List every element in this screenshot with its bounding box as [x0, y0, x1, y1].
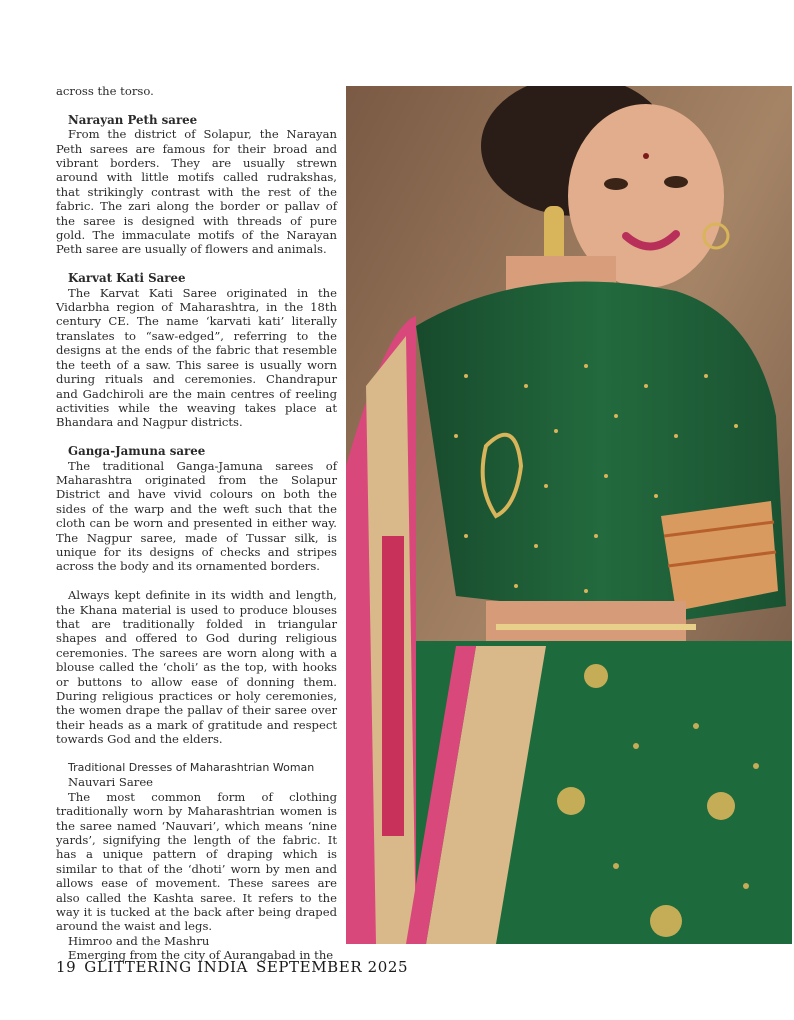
narayan-body: From the district of Solapur, the Narayan Peth sarees are famous for their broad and vibrant borders. They are usually strewn around with little motifs called rudrakshas, that strikingly contrast with the rest of the fabric. The zari along the border or pallav of the saree is designed with threads of pure gold. The immaculate motifs of the Narayan Peth saree are usually of flowers and animals. [56, 127, 337, 257]
issue-date: SEPTEMBER 2025 [255, 958, 409, 976]
himroo-heading: Himroo and the Mashru [68, 933, 210, 948]
himroo-body: Emerging from the city of Aurangabad in the [68, 948, 334, 963]
ganga-heading: Ganga-Jamuna saree [68, 444, 206, 459]
page-number: 19 [56, 958, 77, 976]
khana-body: Always kept definite in its width and length, the Khana material is used to produce blouses that are traditionally folded in triangular shapes and offered to God during religious ceremonies. The sarees are worn along with a blouse called the ‘choli’ as the top, with hooks or buttons to allow ease of donning them. During religious practices or holy ceremonies, the women drape the pallav of their saree over their heads as a mark of gratitude and respect towards God and the elders. [56, 588, 337, 747]
karvat-heading: Karvat Kati Saree [68, 271, 186, 286]
ganga-body: The traditional Ganga-Jamuna sarees of Maharashtra originated from the Solapur District and have vivid colours on both the sides of the warp and the weft such that the cloth can be worn and presented in either way. The Nagpur saree, made of Tussar silk, is unique for its designs of checks and stripes across the body and its ornamented borders. [56, 458, 337, 574]
narayan-heading: Narayan Peth saree [68, 112, 198, 127]
nauvari-body: The most common form of clothing traditionally worn by Maharashtrian women is the saree named ‘Nauvari’, which means ‘nine yards’, signifying the length of the fabric. It has a unique pattern of draping which is similar to that of the ‘dhoti’ worn by men and allows ease of movement. These sarees are also called the Kashta saree. It refers to the way it is tucked at the back after being draped around the waist and legs. [56, 789, 337, 934]
page-footer [56, 958, 416, 976]
intro-tail: across the torso. [56, 84, 154, 98]
nauvari-subheading: Nauvari Saree [68, 775, 154, 790]
dresses-heading: Traditional Dresses of Maharashtrian Woman [68, 761, 315, 775]
saree-photo [346, 86, 792, 944]
magazine-name: GLITTERING INDIA [84, 958, 248, 976]
karvat-body: The Karvat Kati Saree originated in the Vidarbha region of Maharashtra, in the 18th century CE. The name ‘karvati kati’ literally translates to “saw-edged”, referring to the designs at the ends of the fabric that resemble the teeth of a saw. This saree is usually worn during rituals and ceremonies. Chandrapur and Gadchiroli are the main centres of reeling activities while the weaving takes place at Bhandara and Nagpur districts. [56, 285, 337, 430]
article-column [56, 84, 337, 963]
